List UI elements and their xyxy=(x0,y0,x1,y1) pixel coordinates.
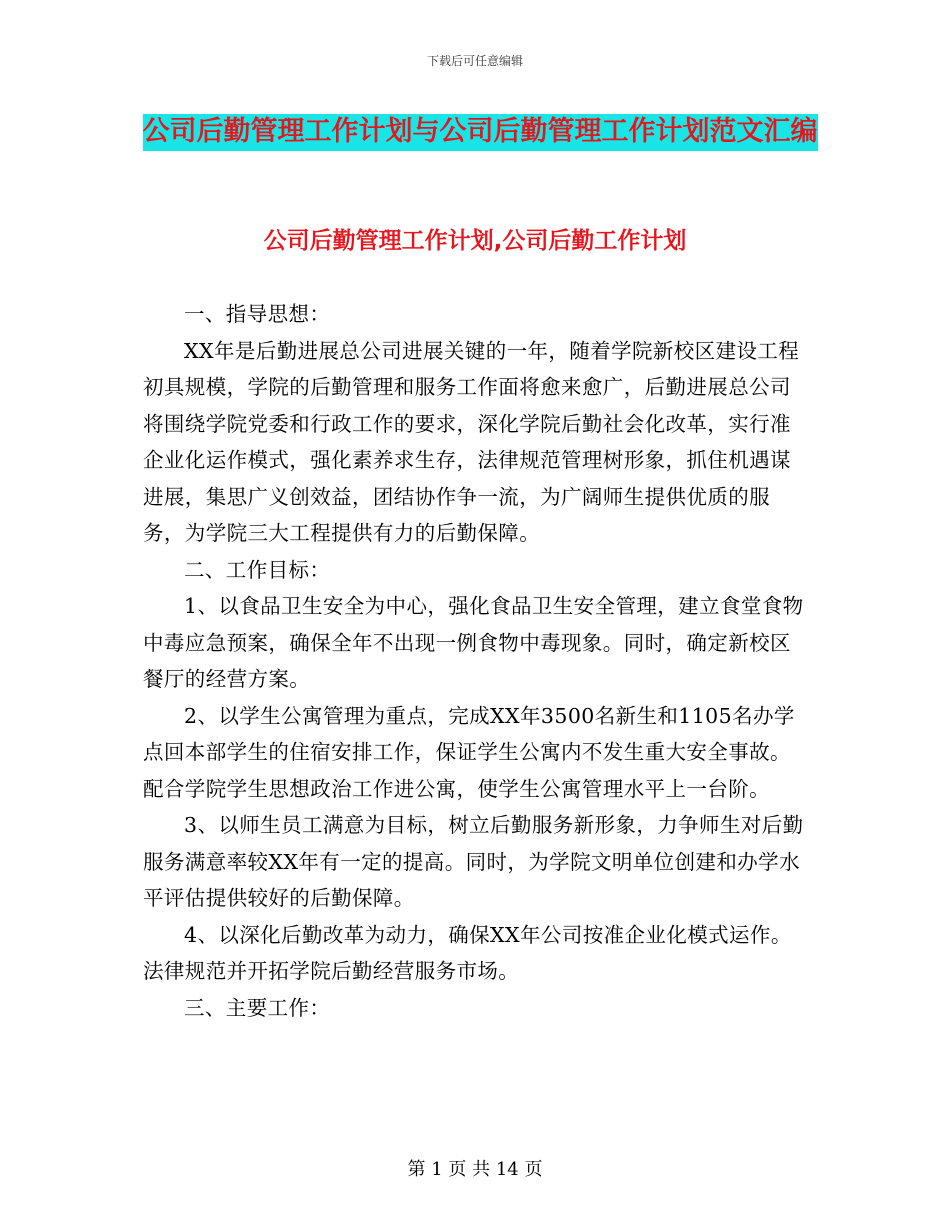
document-title xyxy=(140,106,820,158)
paragraph-goal-2: 2、以学生公寓管理为重点，完成XX年3500名新生和1105名办学点回本部学生的住宿安排工作，保证学生公寓内不发生重大安全事故。配合学院学生思想政治工作进公寓，使学生公寓管理水平上一台阶。 xyxy=(143,703,795,801)
paragraph-goal-1: 1、以食品卫生安全为中心，强化食品卫生安全管理，建立食堂食物中毒应急预案，确保全年不出现一例食物中毒现象。同时，确定新校区餐厅的经营方案。 xyxy=(143,594,804,691)
paragraph-guiding-ideology: XX年是后勤进展总公司进展关键的一年，随着学院新校区建设工程初具规模，学院的后勤管理和服务工作面将愈来愈广，后勤进展总公司将围绕学院党委和行政工作的要求，深化学院后勤社会化改革，实行准企业化运作模式，强化素养求生存，法律规范管理树形象，抓住机遇谋进展，集思广义创效益，团结协作争一流，为广阔师生提供优质的服务，为学院三大工程提供有力的后勤保障。 xyxy=(143,338,800,545)
header-note: 下载后可任意编辑 xyxy=(426,54,523,68)
document-body xyxy=(143,296,808,1026)
paragraph-goal-4: 4、以深化后勤改革为动力，确保XX年公司按准企业化模式运作。法律规范并开拓学院后勤经营服务市场。 xyxy=(143,922,792,983)
document-title-text: 公司后勤管理工作计划与公司后勤管理工作计划范文汇编 xyxy=(143,114,818,151)
heading-work-goals: 二、工作目标： xyxy=(184,557,331,582)
section-subtitle: 公司后勤管理工作计划,公司后勤工作计划 xyxy=(263,228,687,254)
page-footer: 第 1 页 共 14 页 xyxy=(407,1159,543,1180)
heading-main-work: 三、主要工作： xyxy=(184,995,331,1020)
heading-guiding-ideology: 一、指导思想： xyxy=(184,302,331,326)
paragraph-goal-3: 3、以师生员工满意为目标，树立后勤服务新形象，力争师生对后勤服务满意率较XX年有一定的提高。同时，为学院文明单位创建和办学水平评估提供较好的后勤保障。 xyxy=(143,813,804,910)
